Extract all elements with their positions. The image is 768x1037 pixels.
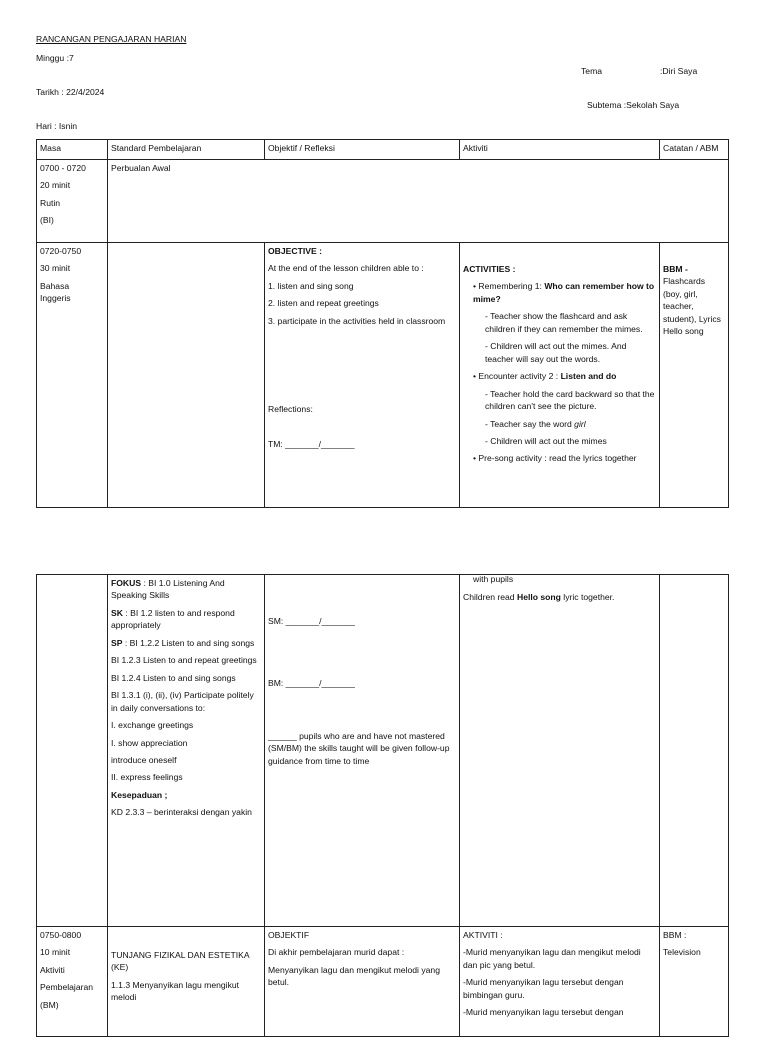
- activity-subitem: - Teacher show the flashcard and ask children if they can remember the mimes.: [485, 311, 643, 334]
- tema-value: :Diri Saya: [660, 66, 698, 76]
- list-item: I. exchange greetings: [111, 720, 194, 731]
- subtema: Subtema :Sekolah Saya: [587, 100, 680, 110]
- bm-field: BM: _______/_______: [268, 678, 355, 689]
- sm-field: SM: _______/_______: [268, 616, 355, 626]
- activity-item: • Remembering 1: Who can remember how to mime?: [473, 281, 655, 304]
- list-item: II. express feelings: [111, 772, 183, 783]
- activity-subitem: - Teacher hold the card backward so that the children can't see the picture.: [485, 388, 655, 412]
- row3-bbm: [660, 575, 729, 927]
- row2-objective: OBJECTIVE : At the end of the lesson children able to : 1. listen and sing song 2. listen and repeat greetings 3. participate in the activities held in classroom Reflections: TM: _______/_______: [265, 243, 460, 508]
- row4-masa: 0750-0800 10 minit Aktiviti Pembelajaran (BM): [37, 927, 108, 1037]
- tema-label: Tema: [581, 66, 603, 76]
- row3-reflection: [265, 575, 460, 927]
- minggu: Minggu :7: [36, 53, 74, 63]
- follow-up-note: ______ pupils who are and have not mastered (SM/BM) the skills taught will be given follow-up guidance from time to time: [268, 730, 450, 766]
- objective-item: 2. listen and repeat greetings: [268, 298, 379, 309]
- row2-activities: ACTIVITIES : • Remembering 1: Who can remember how to mime? - Teacher show the flashcard and ask children if they can remember the mimes. - Children will act out the mimes. And teacher will say out the words. • Encounter activity 2 : Listen and do - Teacher hold the card backward so that the children can't see the picture. - Teacher say the word girl - Children will act out the mimes • Pre-song activity : read the lyrics together: [460, 243, 660, 508]
- row2-standard: [108, 243, 265, 508]
- activity-item: • Pre-song activity : read the lyrics together: [473, 453, 637, 464]
- activity-item: • Encounter activity 2 : Listen and do: [473, 371, 617, 382]
- activity-subitem: - Children will act out the mimes: [485, 435, 607, 446]
- row2-bbm: BBM - Flashcards (boy, girl, teacher, student), Lyrics Hello song: [660, 243, 729, 508]
- lesson-table-page2: [36, 574, 729, 1037]
- tm-field: TM: _______/_______: [268, 438, 355, 449]
- row4-aktiviti: AKTIVITI : -Murid menyanyikan lagu dan mengikut melodi dan pic yang betul. -Murid menyanyikan lagu tersebut dengan bimbingan guru. -Murid menyanyikan lagu tersebut dengan: [460, 927, 660, 1037]
- row1-masa: 0700 - 0720 20 minit Rutin (BI): [37, 160, 108, 243]
- objective-item: 3. participate in the activities held in classroom: [268, 315, 446, 326]
- list-item: I. show appreciation: [111, 737, 188, 748]
- hari: Hari : Isnin: [36, 121, 78, 131]
- column-header-aktiviti: Aktiviti: [460, 140, 660, 160]
- row1-content: Perbualan Awal: [108, 160, 729, 243]
- column-header-catatan: Catatan / ABM: [660, 140, 729, 160]
- row3-standard: FOKUS : BI 1.0 Listening And Speaking Skills SK : BI 1.2 listen to and respond appropriately SP : BI 1.2.2 Listen to and sing songs BI 1.2.3 Listen to and repeat greetings BI 1.2.4 Listen to and sing songs BI 1.3.1 (i), (ii), (iv) Participate politely in daily conversations to: I. exchange greetings I. show appreciation introduce oneself II. express feelings Kesepaduan ; KD 2.3.3 – berinteraksi dengan yakin: [108, 575, 265, 927]
- row4-bbm: BBM : Television: [660, 927, 729, 1037]
- row3-activities: with pupils Children read Hello song lyric together.: [460, 575, 660, 927]
- row4-objektif: OBJEKTIF Di akhir pembelajaran murid dapat : Menyanyikan lagu dan mengikut melodi yang betul.: [265, 927, 460, 1037]
- activity-subitem: - Teacher say the word girl: [485, 418, 586, 429]
- column-header-objektif: Objektif / Refleksi: [265, 140, 460, 160]
- column-header-masa: Masa: [37, 140, 108, 160]
- document-title: RANCANGAN PENGAJARAN HARIAN: [36, 34, 187, 44]
- activity-subitem: - Children will act out the mimes. And teacher will say out the words.: [485, 341, 627, 364]
- reflections-label: Reflections:: [268, 404, 313, 415]
- column-header-standard: Standard Pembelajaran: [108, 140, 265, 160]
- tarikh: Tarikh : 22/4/2024: [36, 87, 105, 97]
- list-item: introduce oneself: [111, 754, 177, 765]
- row2-masa: 0720-0750 30 minit Bahasa Inggeris: [37, 243, 108, 508]
- row4-standard: TUNJANG FIZIKAL DAN ESTETIKA (KE) 1.1.3 Menyanyikan lagu mengikut melodi: [108, 927, 265, 1037]
- objective-item: 1. listen and sing song: [268, 280, 354, 291]
- row3-masa: [37, 575, 108, 927]
- lesson-table-page1: [36, 139, 729, 508]
